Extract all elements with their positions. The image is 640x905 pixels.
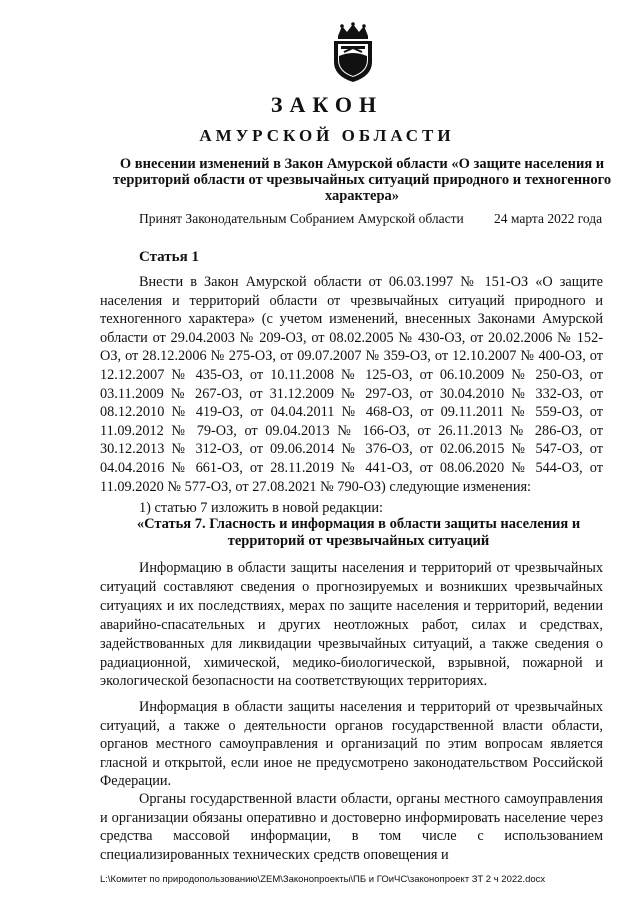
adoption-text: Принят Законодательным Собранием Амурской области: [139, 211, 464, 226]
region-title: АМУРСКОЙ ОБЛАСТИ: [199, 126, 455, 145]
law-title: ЗАКОН: [270, 92, 384, 117]
law-subject-title: О внесении изменений в Закон Амурской области «О защите населения и территорий области от чрезвычайных ситуаций природного и техногенного характера»: [112, 156, 612, 204]
quoted-article-title: «Статья 7. Гласность и информация в области защиты населения и территорий от чрезвычайных ситуаций: [136, 516, 581, 549]
body-paragraph: Информация в области защиты населения и территорий от чрезвычайных ситуаций, а также о деятельности органов государственной власти области, органов местного самоуправления и организаций по этим вопросам является гласной и открытой, если иное не предусмотрено законодательством Российской Федерации.: [100, 699, 603, 790]
file-path-footer: L:\Комитет по природопользованию\ZEM\Законопроекты\ПБ и ГОиЧС\законопроект ЗТ 2 ч 2022.docx: [100, 874, 546, 885]
amendment-item: 1) статью 7 изложить в новой редакции:: [139, 500, 384, 516]
body-paragraph: Информацию в области защиты населения и территорий от чрезвычайных ситуаций составляют сведения о прогнозируемых и возникших чрезвычайных ситуациях и их последствиях, мерах по защите населения и территорий, ведении аварийно-спасательных и других неотложных работ, силах и средствах, задействованных для ликвидации чрезвычайных ситуаций, а также сведения о радиационной, химической, медико-биологической, взрывной, пожарной и экологической безопасности на соответствующих территориях.: [100, 560, 603, 690]
body-paragraph: Органы государственной власти области, органы местного самоуправления и организации обязаны оперативно и достоверно информировать население через средства массовой информации, в том числе с использованием специализированных технических средств оповещения и: [100, 791, 603, 863]
adoption-date: 24 марта 2022 года: [494, 211, 603, 226]
article-heading: Статья 1: [139, 249, 199, 265]
article-intro-paragraph: Внести в Закон Амурской области от 06.03.1997 № 151-ОЗ «О защите населения и территорий области от чрезвычайных ситуаций природного и техногенного характера» (с учетом изменений, внесенных Законами Амурской области от 29.04.2003 № 209-ОЗ, от 08.02.2005 № 430-ОЗ, от 20.02.2006 № 152-ОЗ, от 28.12.2006 № 275-ОЗ, от 09.07.2007 № 359-ОЗ, от 12.10.2007 № 400-ОЗ, от 12.12.2007 № 435-ОЗ, от 10.11.2008 № 125-ОЗ, от 06.10.2009 № 250-ОЗ, от 03.11.2009 № 267-ОЗ, от 31.12.2009 № 297-ОЗ, от 30.04.2010 № 332-ОЗ, от 08.12.2010 № 419-ОЗ, от 04.04.2011 № 468-ОЗ, от 09.11.2011 № 559-ОЗ, от 11.09.2012 № 79-ОЗ, от 09.04.2013 № 166-ОЗ, от 26.11.2013 № 286-ОЗ, от 30.12.2013 № 312-ОЗ, от 09.06.2014 № 376-ОЗ, от 02.06.2015 № 547-ОЗ, от 04.04.2016 № 661-ОЗ, от 28.11.2019 № 441-ОЗ, от 08.06.2020 № 544-ОЗ, от 11.09.2020 № 577-ОЗ, от 27.08.2021 № 790-ОЗ) следующие изменения:: [100, 274, 603, 495]
coat-of-arms-icon: [328, 22, 378, 84]
